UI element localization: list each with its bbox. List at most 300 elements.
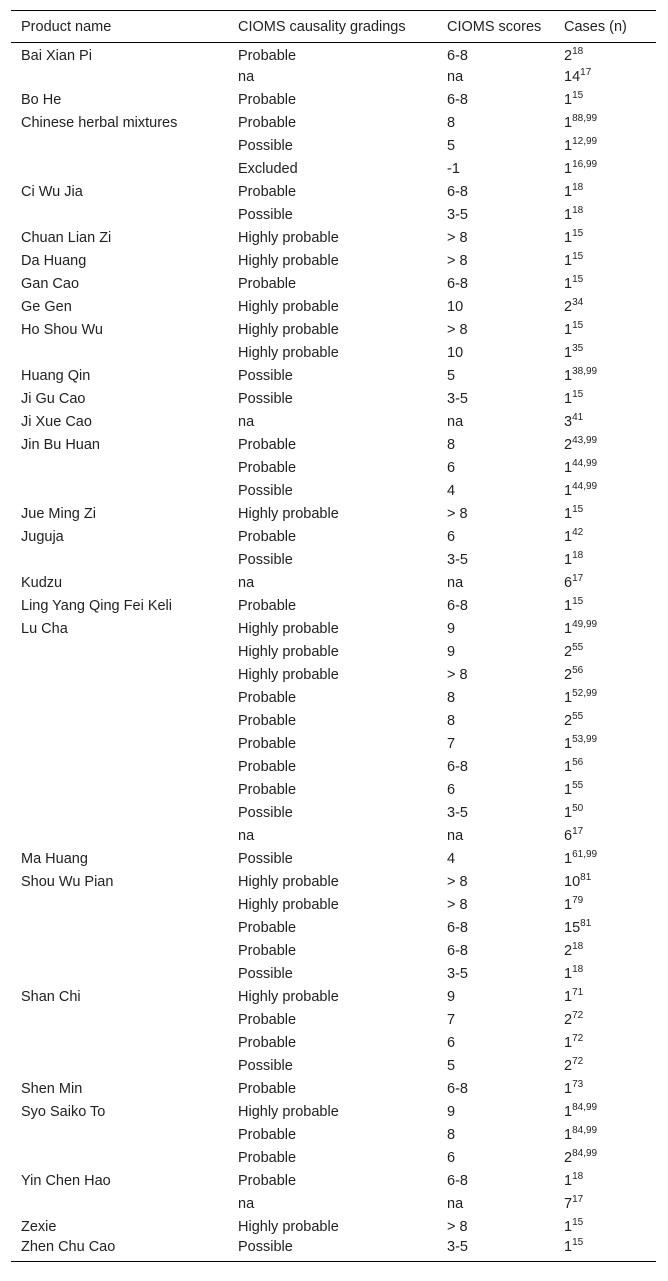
reference-superscript: 52,99 <box>572 688 598 699</box>
product-name-cell: Zexie <box>21 1219 57 1235</box>
cases-cell <box>554 1193 656 1216</box>
table-row <box>11 112 656 135</box>
cases-cell <box>554 250 656 273</box>
product-name-cell <box>11 1032 228 1055</box>
cioms-grading-cell: Probable <box>238 690 297 706</box>
reference-superscript: 38,99 <box>572 366 598 377</box>
cases-cell <box>554 1101 656 1124</box>
cioms-score-cell: na <box>447 69 464 85</box>
reference-superscript: 17 <box>572 826 584 837</box>
cases-count: 1 <box>564 1127 573 1143</box>
cioms-score-cell: 5 <box>447 1058 456 1074</box>
cases-cell <box>554 1032 656 1055</box>
cioms-grading-cell: Highly probable <box>238 506 339 522</box>
table-row <box>11 250 656 273</box>
table-row <box>11 917 656 940</box>
cases-count: 1 <box>564 1173 573 1189</box>
cases-cell <box>554 342 656 365</box>
header-product-name: Product name <box>21 18 112 35</box>
cioms-grading-cell: Excluded <box>238 161 298 177</box>
cases-count: 1 <box>564 253 573 269</box>
cioms-score-cell: 4 <box>447 483 456 499</box>
reference-superscript: 35 <box>572 343 584 354</box>
cases-cell <box>554 480 656 503</box>
cases-cell <box>554 618 656 641</box>
cioms-grading-cell: na <box>238 575 255 591</box>
cioms-grading-cell: Probable <box>238 48 297 65</box>
table-row <box>11 871 656 894</box>
cioms-grading-cell: Highly probable <box>238 874 339 890</box>
product-name-cell <box>11 480 228 503</box>
cioms-score-cell: 10 <box>447 299 464 315</box>
cioms-grading-cell: Highly probable <box>238 299 339 315</box>
cases-cell <box>554 756 656 779</box>
cases-count: 1 <box>564 1104 573 1120</box>
cioms-score-cell: 6-8 <box>447 943 468 959</box>
reference-superscript: 15 <box>572 1217 584 1228</box>
cioms-grading-cell: Probable <box>238 437 297 453</box>
table-row <box>11 664 656 687</box>
cases-cell <box>554 802 656 825</box>
product-name-cell <box>11 1009 228 1032</box>
cioms-grading-cell: Probable <box>238 115 297 131</box>
table-row <box>11 549 656 572</box>
product-name-cell: Shen Min <box>21 1081 83 1097</box>
table-row <box>11 273 656 296</box>
cioms-score-cell: 3-5 <box>447 552 468 568</box>
table-row <box>11 1193 656 1216</box>
product-name-cell: Chinese herbal mixtures <box>21 115 178 131</box>
cases-cell <box>554 572 656 595</box>
reference-superscript: 17 <box>580 67 592 78</box>
cases-count: 2 <box>564 943 573 959</box>
table-row <box>11 365 656 388</box>
table-row <box>11 779 656 802</box>
cases-cell <box>554 526 656 549</box>
cioms-score-cell: > 8 <box>447 667 468 683</box>
table-row <box>11 1032 656 1055</box>
cioms-score-cell: 5 <box>447 368 456 384</box>
table-row <box>11 204 656 227</box>
cases-count: 2 <box>564 1058 573 1074</box>
reference-superscript: 56 <box>572 757 584 768</box>
product-name-cell <box>11 549 228 572</box>
reference-superscript: 56 <box>572 665 584 676</box>
table-row <box>11 572 656 595</box>
table-row <box>11 434 656 457</box>
table-row <box>11 687 656 710</box>
cioms-score-cell: na <box>447 828 464 844</box>
reference-superscript: 73 <box>572 1079 584 1090</box>
product-name-cell <box>11 1147 228 1170</box>
cioms-score-cell: 6 <box>447 1035 456 1051</box>
cioms-score-cell: > 8 <box>447 1219 468 1235</box>
table-row <box>11 1147 656 1170</box>
reference-superscript: 18 <box>572 964 584 975</box>
cases-count: 1 <box>564 782 573 798</box>
table-row <box>11 986 656 1009</box>
product-name-cell: Ling Yang Qing Fei Keli <box>21 598 173 614</box>
cases-count: 1 <box>564 897 573 913</box>
reference-superscript: 15 <box>572 389 584 400</box>
product-name-cell: Shan Chi <box>21 989 81 1005</box>
cases-count: 15 <box>564 920 581 936</box>
cioms-grading-cell: Highly probable <box>238 621 339 637</box>
table-row <box>11 89 656 112</box>
cases-count: 1 <box>564 115 573 131</box>
cases-count: 14 <box>564 69 581 85</box>
cioms-score-cell: 6-8 <box>447 48 468 65</box>
reference-superscript: 17 <box>572 1194 584 1205</box>
cioms-grading-cell: Probable <box>238 1012 297 1028</box>
cases-count: 1 <box>564 1081 573 1097</box>
reference-superscript: 84,99 <box>572 1102 598 1113</box>
herbal-causality-table <box>11 10 656 1262</box>
reference-superscript: 15 <box>572 504 584 515</box>
product-name-cell: Ji Xue Cao <box>21 414 92 430</box>
cases-cell <box>554 388 656 411</box>
cioms-grading-cell: Highly probable <box>238 644 339 660</box>
cioms-score-cell: 3-5 <box>447 1238 468 1255</box>
cases-count: 10 <box>564 874 581 890</box>
cases-cell <box>554 181 656 204</box>
cases-count: 6 <box>564 828 573 844</box>
reference-superscript: 84,99 <box>572 1148 598 1159</box>
cioms-score-cell: 6-8 <box>447 92 468 108</box>
table-row <box>11 411 656 434</box>
cioms-grading-cell: Probable <box>238 1173 297 1189</box>
cioms-grading-cell: Possible <box>238 368 293 384</box>
cioms-score-cell: > 8 <box>447 253 468 269</box>
cases-count: 1 <box>564 161 573 177</box>
product-name-cell <box>11 894 228 917</box>
cases-count: 1 <box>564 322 573 338</box>
product-name-cell: Syo Saiko To <box>21 1104 106 1120</box>
cases-count: 1 <box>564 230 573 246</box>
cioms-score-cell: 8 <box>447 713 456 729</box>
cioms-grading-cell: Probable <box>238 1035 297 1051</box>
cases-cell <box>554 825 656 848</box>
reference-superscript: 81 <box>580 918 592 929</box>
product-name-cell <box>11 687 228 710</box>
table-row <box>11 319 656 342</box>
cases-cell <box>554 411 656 434</box>
table-row <box>11 158 656 181</box>
cases-count: 2 <box>564 299 573 315</box>
cases-cell <box>554 986 656 1009</box>
product-name-cell <box>11 1055 228 1078</box>
product-name-cell <box>11 710 228 733</box>
cioms-score-cell: > 8 <box>447 897 468 913</box>
reference-superscript: 84,99 <box>572 1125 598 1136</box>
cioms-grading-cell: Highly probable <box>238 322 339 338</box>
reference-superscript: 81 <box>580 872 592 883</box>
reference-superscript: 15 <box>572 1236 584 1248</box>
cases-cell <box>554 227 656 250</box>
cioms-score-cell: > 8 <box>447 506 468 522</box>
reference-superscript: 18 <box>572 1171 584 1182</box>
table-row <box>11 710 656 733</box>
table-row <box>11 802 656 825</box>
cases-count: 1 <box>564 529 573 545</box>
cases-count: 1 <box>564 1238 573 1255</box>
cioms-score-cell: > 8 <box>447 322 468 338</box>
cases-cell <box>554 940 656 963</box>
cioms-grading-cell: na <box>238 1196 255 1212</box>
cases-cell <box>554 710 656 733</box>
reference-superscript: 43,99 <box>572 435 598 446</box>
cioms-grading-cell: Highly probable <box>238 897 339 913</box>
header-cioms-gradings: CIOMS causality gradings <box>238 18 406 35</box>
product-name-cell: Jin Bu Huan <box>21 437 100 453</box>
cioms-grading-cell: Possible <box>238 1238 293 1255</box>
cioms-score-cell: 8 <box>447 115 456 131</box>
cioms-score-cell: 6 <box>447 782 456 798</box>
cioms-grading-cell: Probable <box>238 1150 297 1166</box>
product-name-cell: Jue Ming Zi <box>21 506 96 522</box>
cases-count: 1 <box>564 368 573 384</box>
reference-superscript: 18 <box>572 205 584 216</box>
cases-count: 2 <box>564 1150 573 1166</box>
herbal-causality-table-container <box>11 10 656 1262</box>
cases-cell <box>554 1147 656 1170</box>
reference-superscript: 15 <box>572 251 584 262</box>
cioms-grading-cell: Highly probable <box>238 253 339 269</box>
cioms-score-cell: 6 <box>447 460 456 476</box>
table-body <box>11 43 656 1262</box>
table-row <box>11 963 656 986</box>
cioms-grading-cell: Probable <box>238 598 297 614</box>
product-name-cell <box>11 779 228 802</box>
reference-superscript: 55 <box>572 711 584 722</box>
cases-cell <box>554 1055 656 1078</box>
header-cioms-scores: CIOMS scores <box>447 18 542 35</box>
reference-superscript: 15 <box>572 596 584 607</box>
table-row <box>11 296 656 319</box>
reference-superscript: 12,99 <box>572 136 598 147</box>
table-row <box>11 1170 656 1193</box>
header-cases: Cases (n) <box>564 18 627 35</box>
table-row <box>11 894 656 917</box>
table-row <box>11 733 656 756</box>
cioms-score-cell: > 8 <box>447 230 468 246</box>
table-row <box>11 1055 656 1078</box>
cases-count: 2 <box>564 713 573 729</box>
cioms-grading-cell: Probable <box>238 529 297 545</box>
reference-superscript: 55 <box>572 642 584 653</box>
reference-superscript: 61,99 <box>572 849 598 860</box>
table-row <box>11 641 656 664</box>
reference-superscript: 55 <box>572 780 584 791</box>
cases-cell <box>554 1236 656 1262</box>
cioms-score-cell: 4 <box>447 851 456 867</box>
cioms-grading-cell: na <box>238 828 255 844</box>
cases-cell <box>554 549 656 572</box>
cioms-score-cell: -1 <box>447 161 460 177</box>
table-row <box>11 1124 656 1147</box>
cioms-grading-cell: Probable <box>238 92 297 108</box>
table-row <box>11 756 656 779</box>
table-row <box>11 181 656 204</box>
cases-cell <box>554 158 656 181</box>
reference-superscript: 18 <box>572 46 584 58</box>
cioms-score-cell: 6-8 <box>447 759 468 775</box>
cioms-grading-cell: Probable <box>238 460 297 476</box>
product-name-cell: Da Huang <box>21 253 87 269</box>
cioms-score-cell: 9 <box>447 644 456 660</box>
product-name-cell <box>11 802 228 825</box>
cases-count: 2 <box>564 667 573 683</box>
cases-count: 2 <box>564 644 573 660</box>
cases-count: 1 <box>564 460 573 476</box>
cases-count: 1 <box>564 184 573 200</box>
cases-cell <box>554 848 656 871</box>
cases-count: 1 <box>564 276 573 292</box>
cases-count: 1 <box>564 1219 573 1235</box>
cases-count: 1 <box>564 391 573 407</box>
cioms-score-cell: 6-8 <box>447 920 468 936</box>
cases-cell <box>554 917 656 940</box>
cases-cell <box>554 66 656 89</box>
cioms-score-cell: 9 <box>447 1104 456 1120</box>
product-name-cell <box>11 342 228 365</box>
cioms-grading-cell: na <box>238 414 255 430</box>
cioms-grading-cell: Probable <box>238 184 297 200</box>
product-name-cell: Lu Cha <box>21 621 68 637</box>
product-name-cell: Ge Gen <box>21 299 72 315</box>
cases-cell <box>554 687 656 710</box>
cioms-score-cell: 6-8 <box>447 1173 468 1189</box>
cases-cell <box>554 664 656 687</box>
cioms-grading-cell: Possible <box>238 552 293 568</box>
cioms-grading-cell: Highly probable <box>238 230 339 246</box>
table-row <box>11 480 656 503</box>
cases-cell <box>554 779 656 802</box>
table-row <box>11 457 656 480</box>
cioms-grading-cell: Highly probable <box>238 989 339 1005</box>
table-row <box>11 342 656 365</box>
cases-cell <box>554 457 656 480</box>
cases-cell <box>554 1124 656 1147</box>
cioms-score-cell: na <box>447 575 464 591</box>
product-name-cell <box>11 917 228 940</box>
product-name-cell: Gan Cao <box>21 276 80 292</box>
cases-count: 1 <box>564 506 573 522</box>
cases-cell <box>554 135 656 158</box>
cases-count: 2 <box>564 1012 573 1028</box>
cioms-score-cell: 10 <box>447 345 464 361</box>
cioms-grading-cell: Highly probable <box>238 667 339 683</box>
product-name-cell: Zhen Chu Cao <box>21 1238 116 1255</box>
cioms-grading-cell: Probable <box>238 782 297 798</box>
cases-cell <box>554 733 656 756</box>
cases-count: 3 <box>564 414 573 430</box>
cioms-grading-cell: Probable <box>238 276 297 292</box>
cioms-score-cell: 3-5 <box>447 966 468 982</box>
cases-count: 1 <box>564 621 573 637</box>
cases-count: 7 <box>564 1196 573 1212</box>
cases-count: 1 <box>564 92 573 108</box>
cioms-grading-cell: Possible <box>238 1058 293 1074</box>
table-row <box>11 825 656 848</box>
reference-superscript: 15 <box>572 228 584 239</box>
cioms-score-cell: na <box>447 414 464 430</box>
product-name-cell <box>11 825 228 848</box>
cases-cell <box>554 319 656 342</box>
cioms-score-cell: 6-8 <box>447 1081 468 1097</box>
reference-superscript: 71 <box>572 987 584 998</box>
cases-count: 2 <box>564 48 573 65</box>
cioms-score-cell: 5 <box>447 138 456 154</box>
cases-cell <box>554 641 656 664</box>
reference-superscript: 49,99 <box>572 619 598 630</box>
cioms-score-cell: 6 <box>447 529 456 545</box>
product-name-cell <box>11 204 228 227</box>
product-name-cell: Huang Qin <box>21 368 91 384</box>
cioms-score-cell: 3-5 <box>447 391 468 407</box>
cioms-score-cell: > 8 <box>447 874 468 890</box>
product-name-cell: Ma Huang <box>21 851 88 867</box>
product-name-cell <box>11 756 228 779</box>
product-name-cell <box>11 158 228 181</box>
table-row <box>11 388 656 411</box>
cioms-score-cell: 8 <box>447 1127 456 1143</box>
reference-superscript: 18 <box>572 941 584 952</box>
cases-cell <box>554 273 656 296</box>
cases-cell <box>554 1009 656 1032</box>
reference-superscript: 72 <box>572 1010 584 1021</box>
product-name-cell: Shou Wu Pian <box>21 874 114 890</box>
cases-count: 6 <box>564 575 573 591</box>
table-row <box>11 1101 656 1124</box>
product-name-cell: Ho Shou Wu <box>21 322 103 338</box>
cioms-grading-cell: Highly probable <box>238 1219 339 1235</box>
cioms-grading-cell: Probable <box>238 1081 297 1097</box>
reference-superscript: 88,99 <box>572 113 598 124</box>
cases-count: 1 <box>564 966 573 982</box>
cioms-grading-cell: Possible <box>238 391 293 407</box>
product-name-cell <box>11 457 228 480</box>
product-name-cell <box>11 66 228 89</box>
cases-cell <box>554 112 656 135</box>
table-row <box>11 1009 656 1032</box>
cioms-grading-cell: Possible <box>238 207 293 223</box>
table-row <box>11 848 656 871</box>
cases-cell <box>554 1078 656 1101</box>
table-row <box>11 503 656 526</box>
reference-superscript: 41 <box>572 412 584 423</box>
cases-cell <box>554 1170 656 1193</box>
reference-superscript: 15 <box>572 90 584 101</box>
reference-superscript: 79 <box>572 895 584 906</box>
cioms-score-cell: 8 <box>447 690 456 706</box>
cioms-grading-cell: Highly probable <box>238 345 339 361</box>
table-row <box>11 940 656 963</box>
product-name-cell <box>11 641 228 664</box>
cioms-score-cell: 6-8 <box>447 598 468 614</box>
reference-superscript: 34 <box>572 297 584 308</box>
product-name-cell: Bo He <box>21 92 62 108</box>
cioms-score-cell: 3-5 <box>447 207 468 223</box>
cioms-score-cell: 6-8 <box>447 184 468 200</box>
reference-superscript: 16,99 <box>572 159 598 170</box>
cioms-grading-cell: Possible <box>238 966 293 982</box>
cases-cell <box>554 89 656 112</box>
cases-count: 1 <box>564 345 573 361</box>
cioms-score-cell: 9 <box>447 989 456 1005</box>
table-row <box>11 1216 656 1239</box>
reference-superscript: 44,99 <box>572 481 598 492</box>
